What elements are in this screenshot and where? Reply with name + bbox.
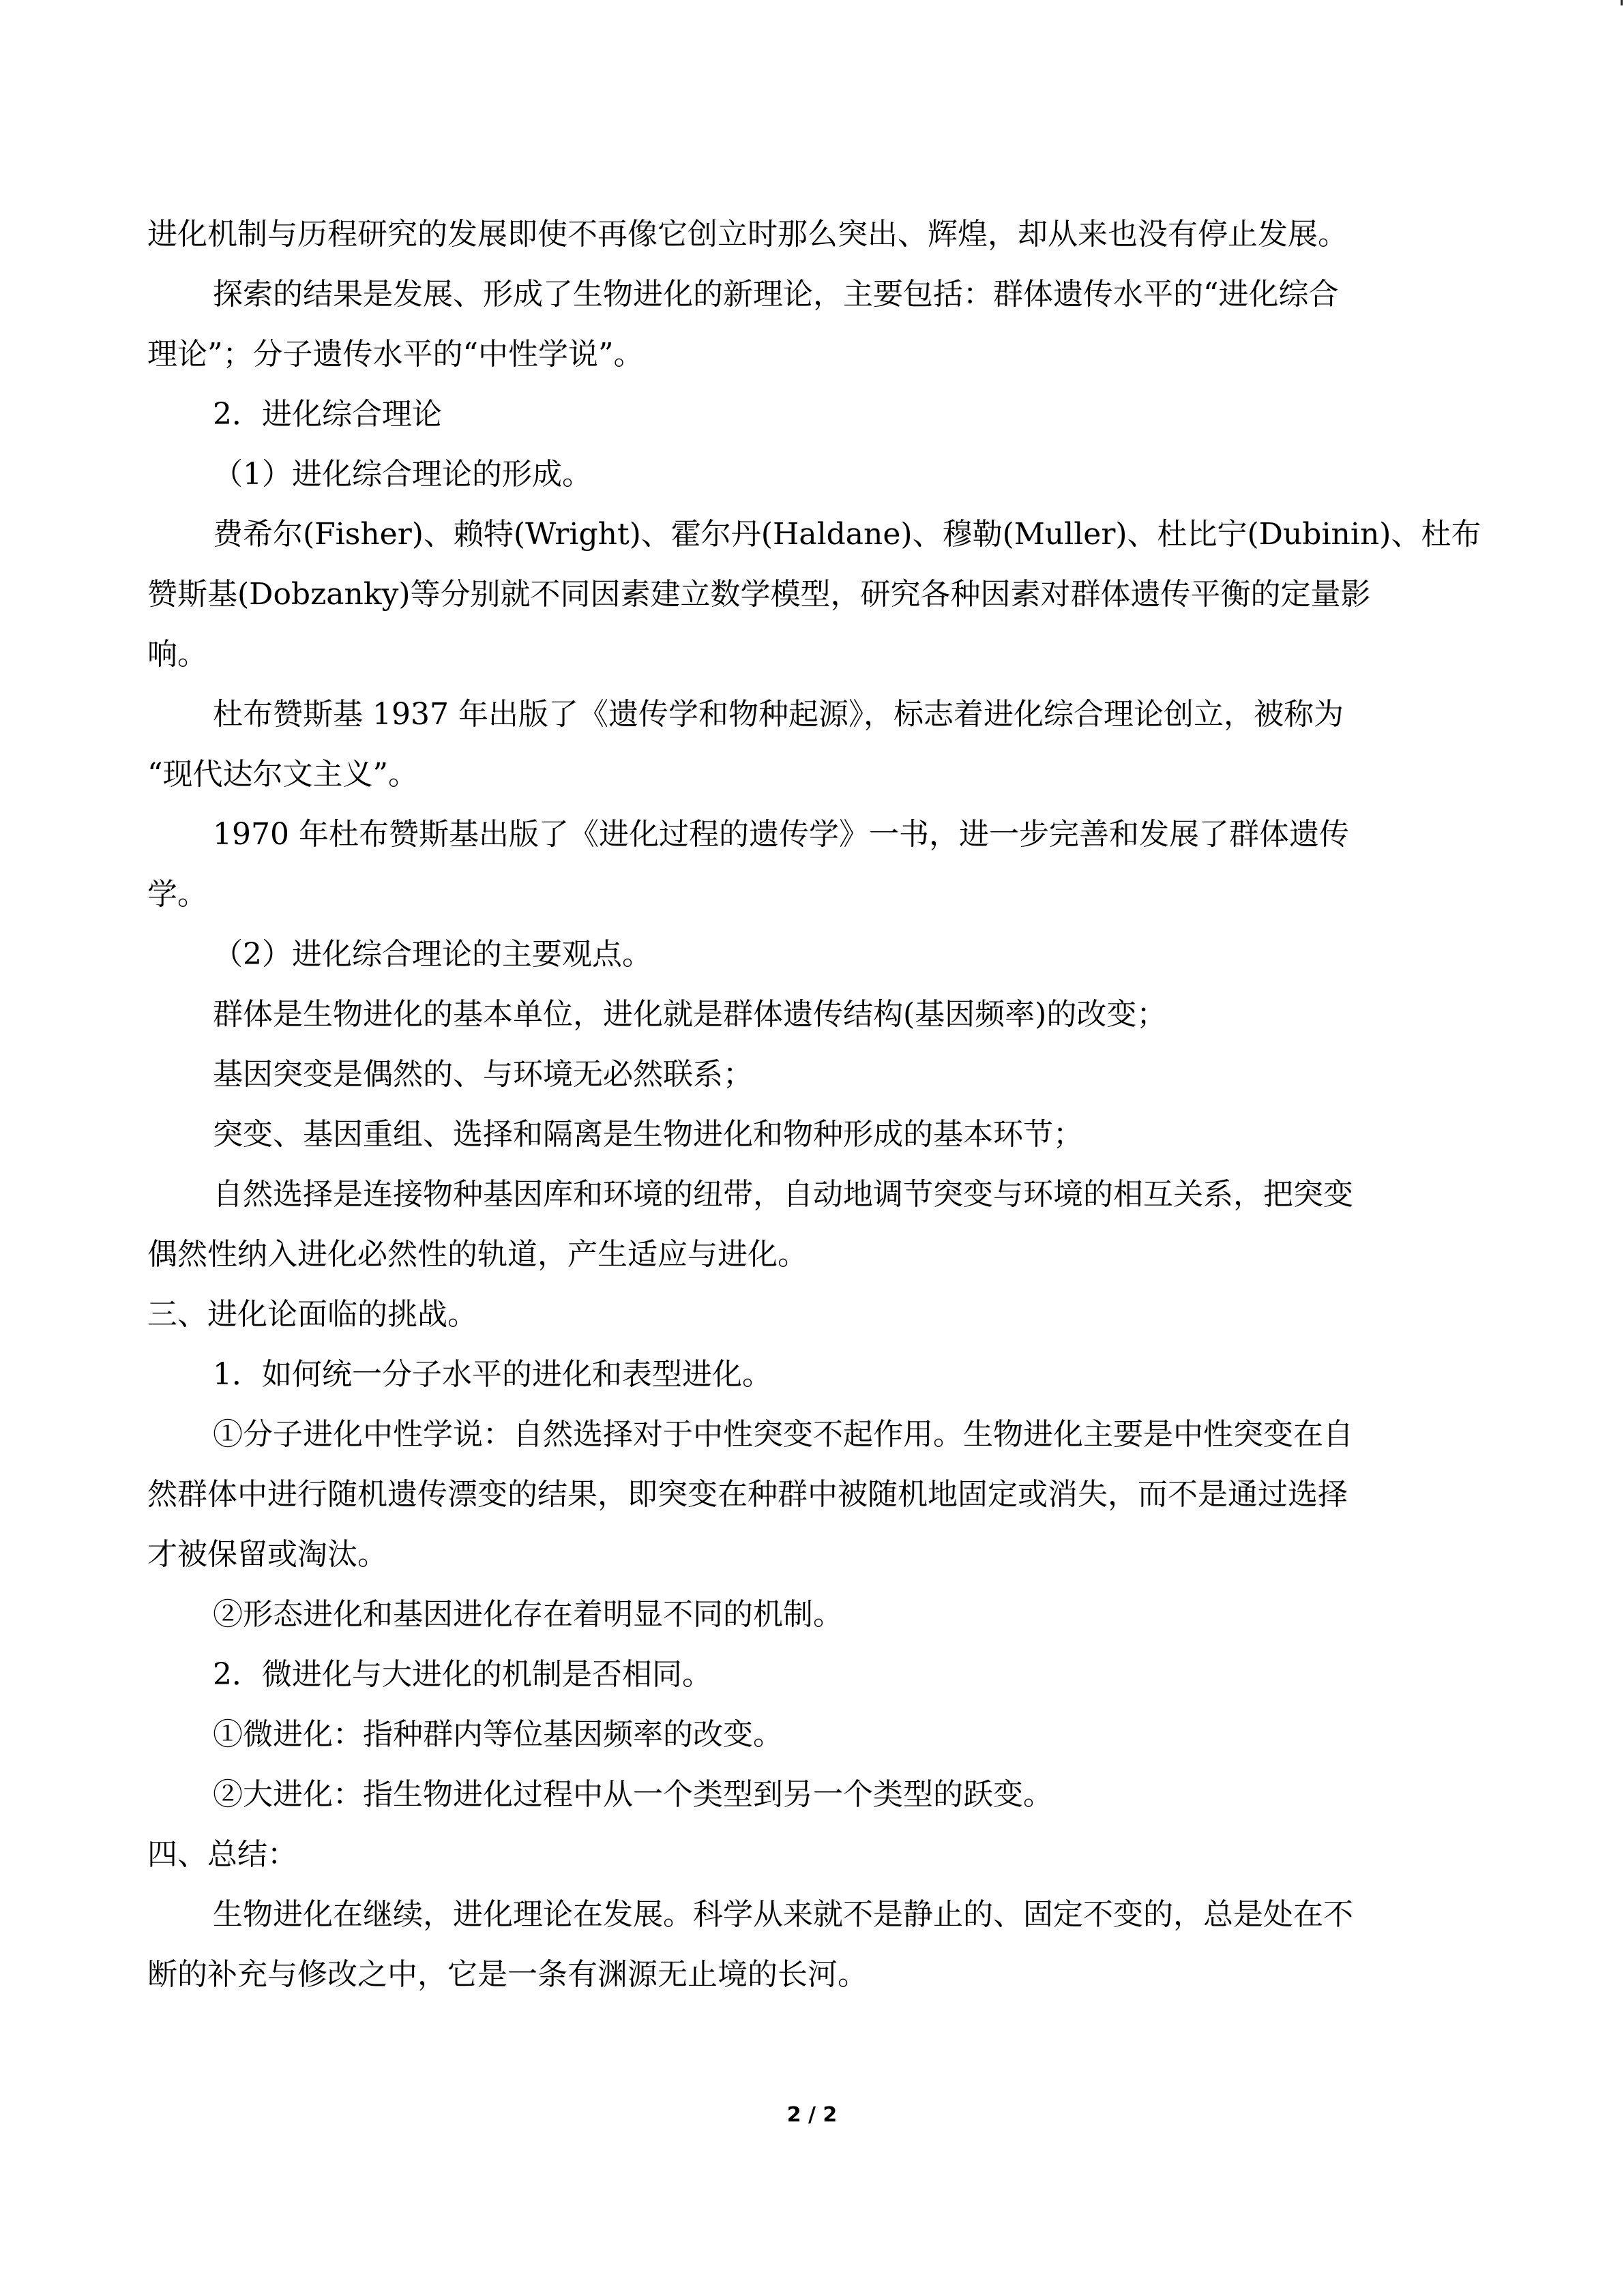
- paragraph-line: 理论”；分子遗传水平的“中性学说”。: [147, 337, 644, 372]
- paragraph-line: 学。: [147, 877, 207, 912]
- section-heading: 1．如何统一分子水平的进化和表型进化。: [213, 1357, 772, 1392]
- paragraph-line: 基因突变是偶然的、与环境无必然联系；: [213, 1057, 753, 1092]
- section-heading: 2．微进化与大进化的机制是否相同。: [213, 1657, 712, 1692]
- paragraph-line: 突变、基因重组、选择和隔离是生物进化和物种形成的基本环节；: [213, 1117, 1083, 1152]
- paragraph-line: 自然选择是连接物种基因库和环境的纽带，自动地调节突变与环境的相互关系，把突变: [213, 1177, 1353, 1212]
- paragraph-line: ①分子进化中性学说：自然选择对于中性突变不起作用。生物进化主要是中性突变在自: [213, 1417, 1353, 1452]
- page-number: 2 / 2: [786, 2103, 838, 2127]
- paragraph-line: 探索的结果是发展、形成了生物进化的新理论，主要包括：群体遗传水平的“进化综合: [213, 277, 1339, 312]
- paragraph-line: 1970 年杜布赞斯基出版了《进化过程的遗传学》一书，进一步完善和发展了群体遗传: [213, 817, 1349, 852]
- paragraph-line: 赞斯基(Dobzanky)等分别就不同因素建立数学模型，研究各种因素对群体遗传平衡的定量影: [147, 577, 1371, 612]
- subsection-heading: （1）进化综合理论的形成。: [213, 457, 592, 492]
- paragraph-line: 才被保留或淘汰。: [147, 1537, 387, 1572]
- paragraph-line: 然群体中进行随机遗传漂变的结果，即突变在种群中被随机地固定或消失，而不是通过选择: [147, 1477, 1348, 1512]
- paragraph-line: 群体是生物进化的基本单位，进化就是群体遗传结构(基因频率)的改变；: [213, 997, 1167, 1032]
- paragraph-line: ②形态进化和基因进化存在着明显不同的机制。: [213, 1597, 843, 1632]
- subsection-heading: （2）进化综合理论的主要观点。: [213, 937, 652, 972]
- paragraph-line: 断的补充与修改之中，它是一条有渊源无止境的长河。: [147, 1957, 868, 1992]
- paragraph-line: 响。: [147, 637, 207, 672]
- paragraph-line: “现代达尔文主义”。: [147, 757, 418, 792]
- section-heading: 四、总结：: [147, 1837, 297, 1872]
- page-corner-mark: [1621, 0, 1623, 5]
- paragraph-line: ①微进化：指种群内等位基因频率的改变。: [213, 1717, 783, 1752]
- paragraph-line: 进化机制与历程研究的发展即使不再像它创立时那么突出、辉煌，却从来也没有停止发展。: [147, 217, 1348, 252]
- paragraph-line: 偶然性纳入进化必然性的轨道，产生适应与进化。: [147, 1237, 808, 1272]
- paragraph-line: 杜布赞斯基 1937 年出版了《遗传学和物种起源》，标志着进化综合理论创立，被称为: [213, 697, 1344, 732]
- section-heading: 2．进化综合理论: [213, 397, 442, 432]
- paragraph-line: ②大进化：指生物进化过程中从一个类型到另一个类型的跃变。: [213, 1777, 1053, 1812]
- section-heading: 三、进化论面临的挑战。: [147, 1297, 477, 1332]
- paragraph-line: 费希尔(Fisher)、赖特(Wright)、霍尔丹(Haldane)、穆勒(Muller)、杜比宁(Dubinin)、杜布: [213, 517, 1481, 552]
- paragraph-line: 生物进化在继续，进化理论在发展。科学从来就不是静止的、固定不变的，总是处在不: [213, 1897, 1353, 1932]
